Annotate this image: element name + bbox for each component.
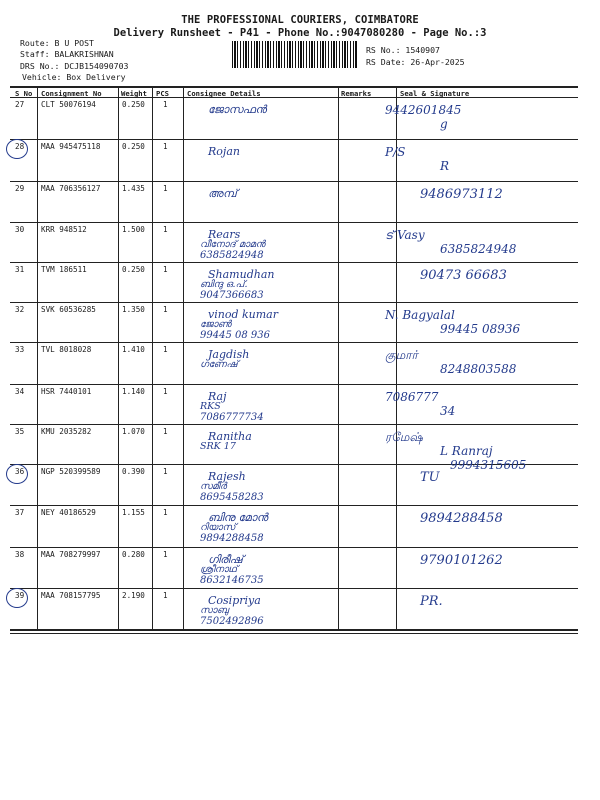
serial-number: 35 [15,427,25,436]
row-divider [10,384,578,385]
weight-value: 1.070 [122,427,145,436]
signature-handwriting: N. Bagyalal [385,308,455,322]
weight-value: 0.250 [122,100,145,109]
column-divider [37,86,38,629]
column-divider [183,86,184,629]
weight-value: 0.250 [122,265,145,274]
rs-number: RS No.: 1540907 [366,45,440,55]
runsheet-subtitle: Delivery Runsheet - P41 - Phone No.:9047080280 - Page No.:3 [113,27,487,39]
weight-value: 0.390 [122,467,145,476]
consignment-number: CLT 50076194 [41,100,96,109]
consignment-number: NGP 520399589 [41,467,101,476]
weight-value: 1.500 [122,225,145,234]
signature-handwriting: ട് Vasy [385,228,425,242]
consignment-number: MAA 708157795 [41,591,101,600]
document-title: THE PROFESSIONAL COURIERS, COIMBATORE [181,14,419,26]
column-header-remarks: Remarks [341,89,372,98]
pcs-count: 1 [163,265,168,274]
consignee-handwriting: Rojan [208,145,240,158]
serial-circle-mark [6,464,28,484]
pcs-count: 1 [163,387,168,396]
weight-value: 0.280 [122,550,145,559]
row-divider [10,302,578,303]
serial-number: 32 [15,305,25,314]
consignee-handwriting: 99445 08 936 [200,330,270,341]
column-header-pcs: PCS [156,89,169,98]
column-header-consignment: Consignment No [41,89,102,98]
signature-handwriting: 34 [440,404,456,418]
consignee-handwriting: Ranitha [208,430,252,443]
consignee-handwriting: അമ്പ് [208,187,237,200]
weight-value: 1.435 [122,184,145,193]
pcs-count: 1 [163,591,168,600]
consignee-handwriting: ഗണേഷ് [200,359,238,370]
serial-circle-mark [6,139,28,159]
signature-handwriting: குமார் [385,348,418,362]
rs-date: RS Date: 26-Apr-2025 [366,57,465,67]
column-header-weight: Weight [121,89,147,98]
consignee-handwriting: ഗിരീഷ് [208,553,243,566]
row-divider [10,547,578,548]
consignee-handwriting: 9047366683 [200,290,264,301]
consignee-handwriting: ബിനു മോൻ [208,511,268,524]
signature-handwriting: ரமேஷ் [385,430,423,444]
consignment-number: MAA 945475118 [41,142,101,151]
consignee-handwriting: Jagdish [208,348,250,361]
pcs-count: 1 [163,508,168,517]
row-divider [10,262,578,263]
serial-number: 34 [15,387,25,396]
signature-handwriting: TU [420,470,440,485]
consignment-number: NEY 40186529 [41,508,96,517]
pcs-count: 1 [163,305,168,314]
serial-number: 28 [15,142,25,151]
signature-handwriting: 90473 66683 [420,268,507,283]
serial-number: 27 [15,100,25,109]
consignment-number: TVL 8018028 [41,345,92,354]
consignee-handwriting: SRK 17 [200,441,236,452]
consignee-handwriting: 8632146735 [200,575,264,586]
row-divider [10,424,578,425]
signature-handwriting: 9486973112 [420,187,503,202]
row-divider [10,588,578,589]
serial-number: 30 [15,225,25,234]
route-label: Route: B U POST [20,38,94,48]
pcs-count: 1 [163,142,168,151]
consignee-handwriting: 6385824948 [200,250,264,261]
pcs-count: 1 [163,550,168,559]
table-top-rule [10,86,578,88]
column-header-consignee: Consignee Details [187,89,261,98]
consignee-handwriting: ബിന്ദു ഒ.പ്. [200,279,248,290]
consignment-number: SVK 60536285 [41,305,96,314]
barcode [232,41,357,68]
column-header-seal-signature: Seal & Signature [400,89,470,98]
row-divider [10,222,578,223]
serial-circle-mark [6,588,28,608]
consignment-number: MAA 706356127 [41,184,101,193]
row-divider [10,505,578,506]
weight-value: 1.140 [122,387,145,396]
consignee-handwriting: ജോസഫൻ [208,103,267,116]
row-divider [10,139,578,140]
serial-number: 37 [15,508,25,517]
signature-handwriting: PR. [420,594,443,609]
consignment-number: KMU 2035282 [41,427,92,436]
signature-handwriting: L Ranraj [440,444,493,458]
signature-handwriting: 7086777 [385,390,439,404]
signature-handwriting: 8248803588 [440,362,517,376]
pcs-count: 1 [163,100,168,109]
serial-number: 36 [15,467,25,476]
serial-number: 31 [15,265,25,274]
drs-number: DRS No.: DCJB154090703 [20,61,129,71]
consignee-handwriting: ജോൺ [200,319,232,330]
serial-number: 38 [15,550,25,559]
signature-handwriting: 9994315605 [450,458,527,472]
signature-handwriting: 99445 08936 [440,322,521,336]
consignment-number: HSR 7440101 [41,387,92,396]
consignee-handwriting: 7086777734 [200,412,264,423]
pcs-count: 1 [163,184,168,193]
serial-number: 29 [15,184,25,193]
signature-handwriting: 6385824948 [440,242,517,256]
consignee-handwriting: Rears [208,228,241,241]
column-divider [118,86,119,629]
consignee-handwriting: സാബു [200,605,229,616]
consignment-number: MAA 708279997 [41,550,101,559]
consignee-handwriting: റിയാസ് [200,522,236,533]
weight-value: 1.350 [122,305,145,314]
weight-value: 1.410 [122,345,145,354]
serial-number: 39 [15,591,25,600]
consignee-handwriting: Raj [208,390,227,403]
pcs-count: 1 [163,427,168,436]
pcs-count: 1 [163,225,168,234]
vehicle-label: Vehicle: Box Delivery [22,72,126,82]
weight-value: 0.250 [122,142,145,151]
consignee-handwriting: RKS [200,401,221,412]
signature-handwriting: g [440,117,448,131]
consignee-handwriting: vinod kumar [208,308,278,321]
consignee-handwriting: 9894288458 [200,533,264,544]
weight-value: 1.155 [122,508,145,517]
consignment-number: TVM 186511 [41,265,87,274]
weight-value: 2.190 [122,591,145,600]
consignee-handwriting: 8695458283 [200,492,264,503]
consignee-handwriting: വീനോദ് മാമൻ [200,239,266,250]
signature-handwriting: 9894288458 [420,511,503,526]
consignee-handwriting: ശ്രീനാഥ് [200,564,238,575]
pcs-count: 1 [163,345,168,354]
table-bottom-rule [10,633,578,634]
pcs-count: 1 [163,467,168,476]
consignment-number: KRR 948512 [41,225,87,234]
staff-label: Staff: BALAKRISHNAN [20,49,114,59]
column-header-sno: S No [15,89,33,98]
consignee-handwriting: സമീർ [200,481,227,492]
signature-handwriting: R [440,159,450,173]
consignee-handwriting: Shamudhan [208,268,275,281]
signature-handwriting: P/S [385,145,406,159]
signature-handwriting: 9790101262 [420,553,503,568]
row-divider [10,342,578,343]
consignee-handwriting: Rajesh [208,470,246,483]
consignee-handwriting: Cosipriya [208,594,261,607]
row-divider [10,181,578,182]
signature-handwriting: 9442601845 [385,103,462,117]
column-divider [338,86,339,629]
consignee-handwriting: 7502492896 [200,616,264,627]
serial-number: 33 [15,345,25,354]
table-bottom-rule [10,629,578,631]
column-divider [152,86,153,629]
